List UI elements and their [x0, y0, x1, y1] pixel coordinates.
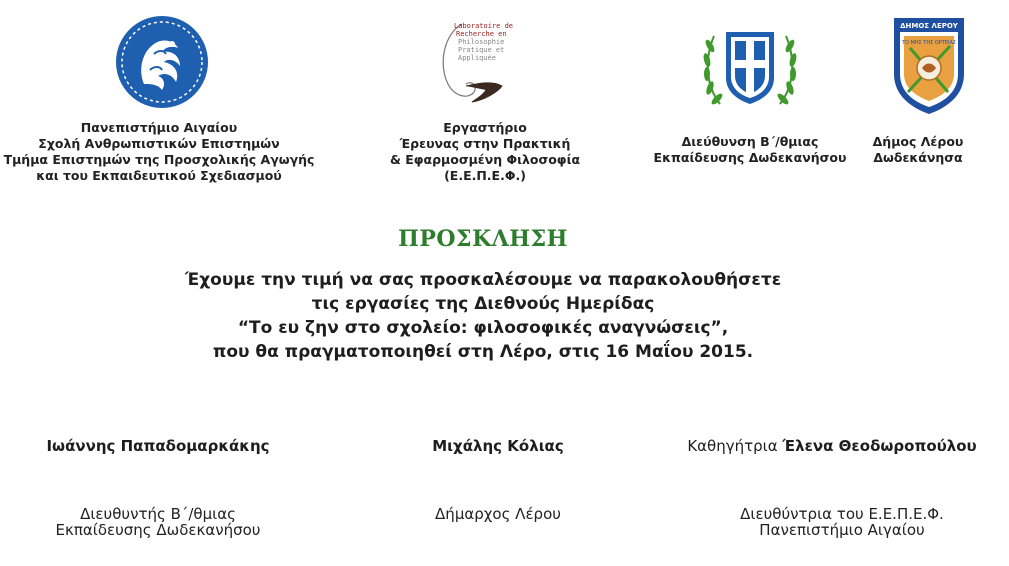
org-lab-line2: Έρευνας στην Πρακτική: [399, 136, 571, 151]
org-university-line4: και του Εκπαιδευτικού Σχεδιασμού: [36, 168, 282, 183]
org-directorate: [645, 134, 855, 166]
greek-state-emblem: [698, 20, 802, 114]
invitation-title: ΠΡΟΣΚΛΗΣΗ: [398, 226, 568, 252]
signatory-right-role: [702, 506, 982, 538]
signatory-right-name-block: [662, 437, 1002, 455]
signatory-center-name: Μιχάλης Κόλιας: [432, 437, 564, 455]
leros-logo-top-text: ΔΗΜΟΣ ΛΕΡΟΥ: [900, 22, 958, 30]
signatory-left-role-line2: Εκπαίδευσης Δωδεκανήσου: [55, 521, 261, 539]
org-university-line1: Πανεπιστήμιο Αιγαίου: [80, 120, 238, 135]
org-lab-line1: Εργαστήριο: [443, 120, 527, 135]
invitation-line4: που θα πραγματοποιηθεί στη Λέρο, στις 16 Μαΐου 2015.: [212, 342, 754, 362]
municipality-leros-logo: [890, 12, 968, 116]
org-municipality: [868, 134, 968, 166]
signatory-right-role-line1: Διευθύντρια του Ε.Ε.Π.Ε.Φ.: [740, 505, 944, 523]
org-university-line3: Τμήμα Επιστημών της Προσχολικής Αγωγής: [3, 152, 315, 167]
signatory-left-role: [8, 506, 308, 538]
org-university-line2: Σχολή Ανθρωπιστικών Επιστημών: [38, 136, 280, 151]
org-lab: [380, 120, 590, 184]
lab-logo-text-1: Laboratoire de: [454, 22, 514, 30]
signatory-right-role-line2: Πανεπιστήμιο Αιγαίου: [759, 521, 925, 539]
signatory-center-role: [398, 506, 598, 522]
signatory-left-role-line1: Διευθυντής Β΄/θμιας: [80, 505, 236, 523]
signatory-left-name: Ιωάννης Παπαδομαρκάκης: [46, 437, 270, 455]
org-directorate-line1: Διεύθυνση Β΄/θμιας: [681, 134, 819, 149]
invitation-line1: Έχουμε την τιμή να σας προσκαλέσουμε να παρακολουθήσετε: [184, 270, 782, 290]
org-directorate-line2: Εκπαίδευσης Δωδεκανήσου: [653, 150, 847, 165]
laboratoire-philosophie-logo: [432, 14, 532, 114]
lab-logo-text-2: Recherche en: [456, 30, 507, 38]
signatory-center-role-line1: Δήμαρχος Λέρου: [435, 505, 561, 523]
invitation-line3: “Το ευ ζην στο σχολείο: φιλοσοφικές αναγνώσεις”,: [237, 318, 729, 338]
signatory-right-prefix: Καθηγήτρια: [687, 437, 783, 455]
university-aegean-logo: [114, 14, 210, 110]
lab-logo-text-3: Philosophie: [458, 38, 505, 46]
org-municipality-line1: Δήμος Λέρου: [872, 134, 964, 149]
leros-logo-motto-text: ΤΟ ΜΗΣ ΤΗΣ ΟΡΤΕΙΑΣ: [901, 40, 957, 46]
lab-logo-text-5: Appliquée: [458, 54, 496, 62]
invitation-body: [0, 268, 966, 364]
org-municipality-line2: Δωδεκάνησα: [873, 150, 963, 165]
lab-logo-text-4: Pratique et: [458, 46, 505, 54]
signatory-right-name: Έλενα Θεοδωροπούλου: [782, 437, 977, 455]
org-lab-line4: (Ε.Ε.Π.Ε.Φ.): [444, 168, 526, 183]
org-lab-line3: & Εφαρμοσμένη Φιλοσοφία: [389, 152, 581, 167]
invitation-line2: τις εργασίες της Διεθνούς Ημερίδας: [311, 294, 655, 314]
org-university: [0, 120, 318, 184]
